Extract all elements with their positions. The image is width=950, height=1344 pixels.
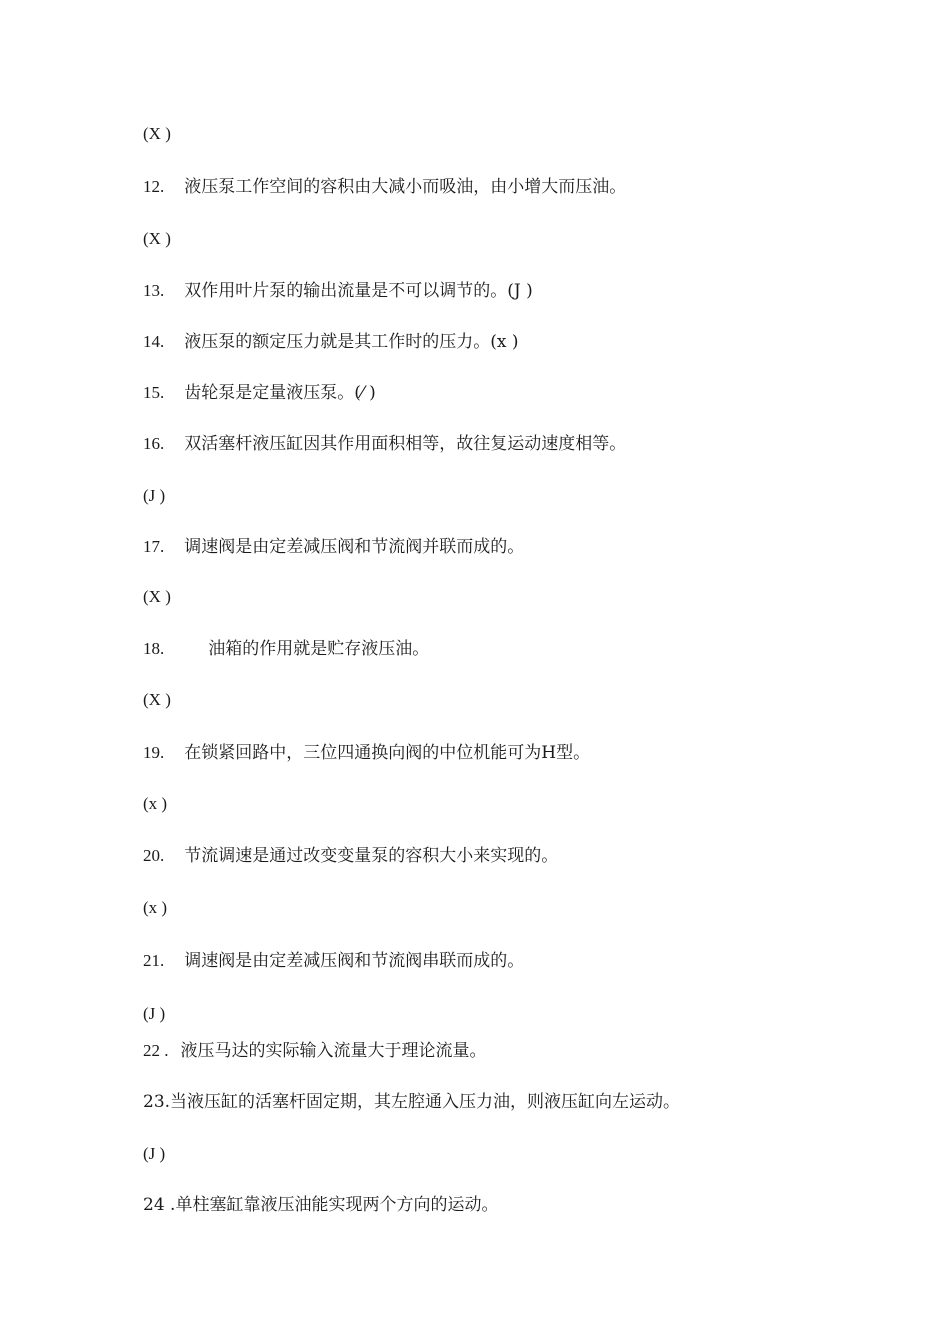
question-text: 液压马达的实际输入流量大于理论流量。 — [180, 1041, 487, 1061]
question-number: 14. — [143, 332, 165, 351]
answer-line: (x ) — [143, 898, 168, 917]
question-21 — [143, 950, 524, 972]
answer-line: (x ) — [143, 794, 168, 813]
question-20 — [143, 845, 558, 867]
question-text: 23.当液压缸的活塞杆固定期，其左腔通入压力油，则液压缸向左运动。 — [143, 1092, 681, 1112]
question-number: 13. — [143, 281, 165, 300]
question-number: 21. — [143, 951, 165, 970]
answer-line: (X ) — [143, 587, 171, 606]
question-18 — [143, 638, 429, 660]
answer-line: (X ) — [143, 124, 171, 143]
question-number: 18. — [143, 639, 165, 658]
question-16 — [143, 433, 626, 455]
answer-line: (J ) — [143, 1144, 166, 1163]
question-text: 调速阀是由定差减压阀和节流阀并联而成的。 — [184, 537, 525, 557]
answer-line: (X ) — [143, 229, 171, 248]
question-17 — [143, 536, 524, 558]
question-number: 22 . — [143, 1041, 169, 1060]
question-19 — [143, 742, 590, 764]
question-text: 节流调速是通过改变变量泵的容积大小来实现的。 — [184, 846, 559, 866]
question-number: 16. — [143, 434, 165, 453]
question-number: 17. — [143, 537, 165, 556]
question-15 — [143, 382, 376, 404]
answer-line: (J ) — [143, 1004, 166, 1023]
answer-line: (X ) — [143, 690, 171, 709]
question-text: 调速阀是由定差减压阀和节流阀串联而成的。 — [184, 951, 525, 971]
question-number: 15. — [143, 383, 165, 402]
question-12 — [143, 176, 626, 198]
question-22 — [143, 1040, 487, 1062]
question-text: 双活塞杆液压缸因其作用面积相等，故往复运动速度相等。 — [184, 434, 627, 454]
question-text: 双作用叶片泵的输出流量是不可以调节的。(J ) — [184, 281, 533, 301]
question-text: 24 .单柱塞缸靠液压油能实现两个方向的运动。 — [143, 1195, 499, 1215]
question-number: 19. — [143, 743, 165, 762]
question-number: 12. — [143, 177, 165, 196]
question-text: 液压泵的额定压力就是其工作时的压力。(x ) — [184, 332, 519, 352]
question-text: 液压泵工作空间的容积由大减小而吸油，由小增大而压油。 — [184, 177, 627, 197]
question-text: 齿轮泵是定量液压泵。(⁄ ) — [184, 383, 376, 403]
answer-line: (J ) — [143, 486, 166, 505]
question-number: 20. — [143, 846, 165, 865]
question-23 — [143, 1091, 680, 1113]
question-text: 油箱的作用就是贮存液压油。 — [208, 639, 430, 659]
question-14 — [143, 331, 519, 353]
question-13 — [143, 280, 533, 302]
question-24 — [143, 1194, 498, 1216]
question-text: 在锁紧回路中，三位四通换向阀的中位机能可为H型。 — [184, 743, 591, 763]
